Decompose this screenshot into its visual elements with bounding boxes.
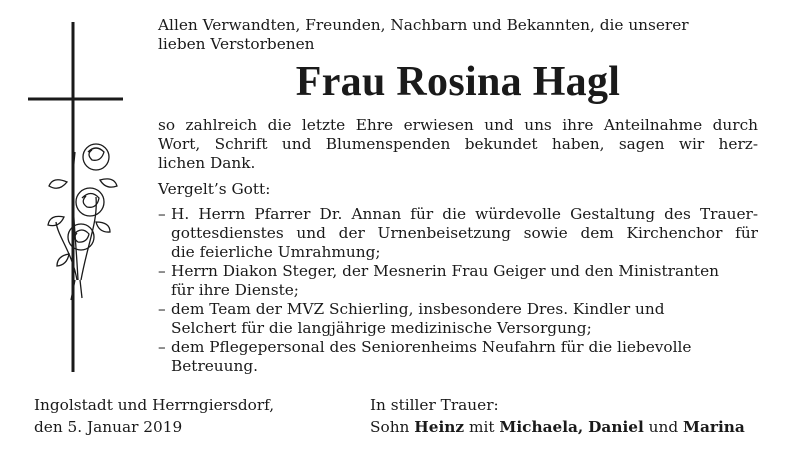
list-item-line: die feierliche Umrahmung;	[171, 243, 381, 261]
vergelts-gott-heading: Vergelt’s Gott:	[158, 180, 271, 198]
place-line: Ingolstadt und Herrngiersdorf,	[34, 396, 275, 414]
mourner-name: Daniel	[588, 418, 644, 436]
dash-bullet: –	[158, 338, 166, 356]
roses-icon	[48, 144, 117, 300]
deceased-name: Frau Rosina Hagl	[295, 59, 621, 105]
list-item	[158, 205, 758, 262]
mourner-name: Michaela,	[499, 418, 584, 436]
date-line: den 5. Januar 2019	[34, 418, 183, 436]
thanks-line-3: lichen Dank.	[158, 154, 256, 172]
list-item-line: dem Pflegepersonal des Seniorenheims Neufahrn für die liebevolle	[171, 338, 692, 356]
cross-with-roses	[28, 22, 128, 372]
thanks-line-2: Wort, Schrift und Blumenspenden bekundet haben, sagen wir herz-	[158, 135, 758, 153]
acknowledgement-list	[158, 205, 758, 376]
mourner-name: Marina	[683, 418, 745, 436]
dash-bullet: –	[158, 300, 166, 318]
list-item-line: Betreuung.	[171, 357, 259, 375]
intro-line-2: lieben Verstorbenen	[158, 35, 315, 53]
dash-bullet: –	[158, 262, 166, 280]
place-and-date	[34, 394, 334, 438]
intro-text	[158, 16, 758, 54]
mourners-intro: In stiller Trauer:	[370, 396, 499, 414]
thanks-text	[158, 116, 758, 173]
list-item-line: gottesdienstes und der Urnenbeisetzung sowie dem Kirchenchor für	[171, 224, 758, 242]
list-item-line: H. Herrn Pfarrer Dr. Annan für die würdevolle Gestaltung des Trauer-	[171, 205, 758, 223]
relation-label: Sohn	[370, 418, 410, 436]
cross-icon	[28, 22, 123, 372]
list-item	[158, 262, 758, 300]
connector-word: und	[648, 418, 679, 436]
list-item	[158, 338, 758, 376]
thanks-line-1: so zahlreich die letzte Ehre erwiesen und uns ihre Anteilnahme durch	[158, 116, 758, 134]
mourner-name: Heinz	[414, 418, 465, 436]
dash-bullet: –	[158, 205, 166, 223]
mourners-block	[370, 394, 770, 438]
list-item	[158, 300, 758, 338]
list-item-line: Herrn Diakon Steger, der Mesnerin Frau Geiger und den Ministranten	[171, 262, 719, 280]
list-item-line: Selchert für die langjährige medizinische Versorgung;	[171, 319, 592, 337]
mourners-names	[370, 416, 770, 438]
list-item-line: dem Team der MVZ Schierling, insbesondere Dres. Kindler und	[171, 300, 665, 318]
intro-line-1: Allen Verwandten, Freunden, Nachbarn und Bekannten, die unserer	[158, 16, 689, 34]
list-item-line: für ihre Dienste;	[171, 281, 299, 299]
connector-word: mit	[468, 418, 495, 436]
